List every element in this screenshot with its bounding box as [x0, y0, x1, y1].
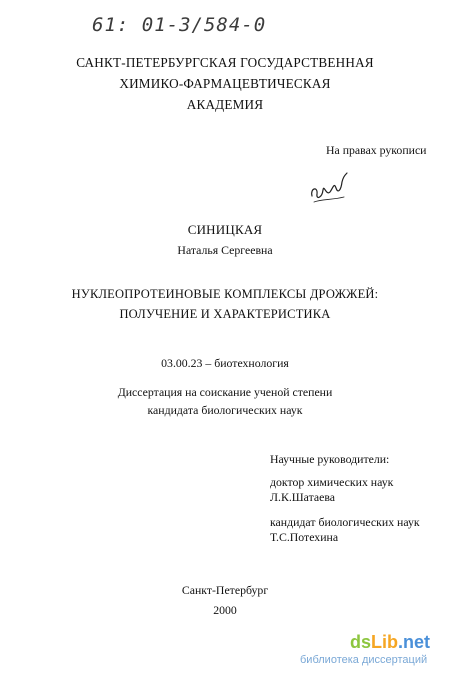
- author-surname: СИНИЦКАЯ: [187, 222, 263, 237]
- specialty-code: 03.00.23 – биотехнология: [161, 356, 289, 370]
- supervisors-heading: Научные руководители:: [270, 452, 390, 466]
- watermark-logo-net: .net: [398, 632, 431, 652]
- supervisor-1-name: Л.К.Шатаева: [270, 490, 336, 504]
- handwritten-signature: [308, 170, 352, 206]
- author-name: Наталья Сергеевна: [177, 243, 273, 257]
- watermark-logo-ds: ds: [350, 632, 372, 652]
- dissertation-line-1: Диссертация на соискание ученой степени: [117, 385, 333, 399]
- thesis-title-line-1: НУКЛЕОПРОТЕИНОВЫЕ КОМПЛЕКСЫ ДРОЖЖЕЙ:: [71, 287, 379, 301]
- institution-line-3: АКАДЕМИЯ: [186, 97, 264, 112]
- handwritten-catalog-code: 61: 01-3/584-0: [92, 14, 267, 36]
- watermark-logo-lib: Lib: [371, 632, 399, 652]
- rights-note: На правах рукописи: [326, 143, 427, 157]
- supervisor-2-name: Т.С.Потехина: [270, 530, 339, 544]
- dslib-watermark-subtitle: библиотека диссертаций: [300, 654, 428, 666]
- city: Санкт-Петербург: [181, 583, 269, 597]
- institution-line-2: ХИМИКО-ФАРМАЦЕВТИЧЕСКАЯ: [119, 76, 331, 91]
- thesis-title-line-2: ПОЛУЧЕНИЕ И ХАРАКТЕРИСТИКА: [119, 307, 331, 321]
- year: 2000: [213, 603, 237, 617]
- dissertation-line-2: кандидата биологических наук: [147, 403, 303, 417]
- supervisor-1-degree: доктор химических наук: [270, 475, 394, 489]
- institution-line-1: САНКТ-ПЕТЕРБУРГСКАЯ ГОСУДАРСТВЕННАЯ: [76, 55, 374, 70]
- supervisor-2-degree: кандидат биологических наук: [270, 515, 420, 529]
- dslib-watermark-logo: [350, 632, 430, 653]
